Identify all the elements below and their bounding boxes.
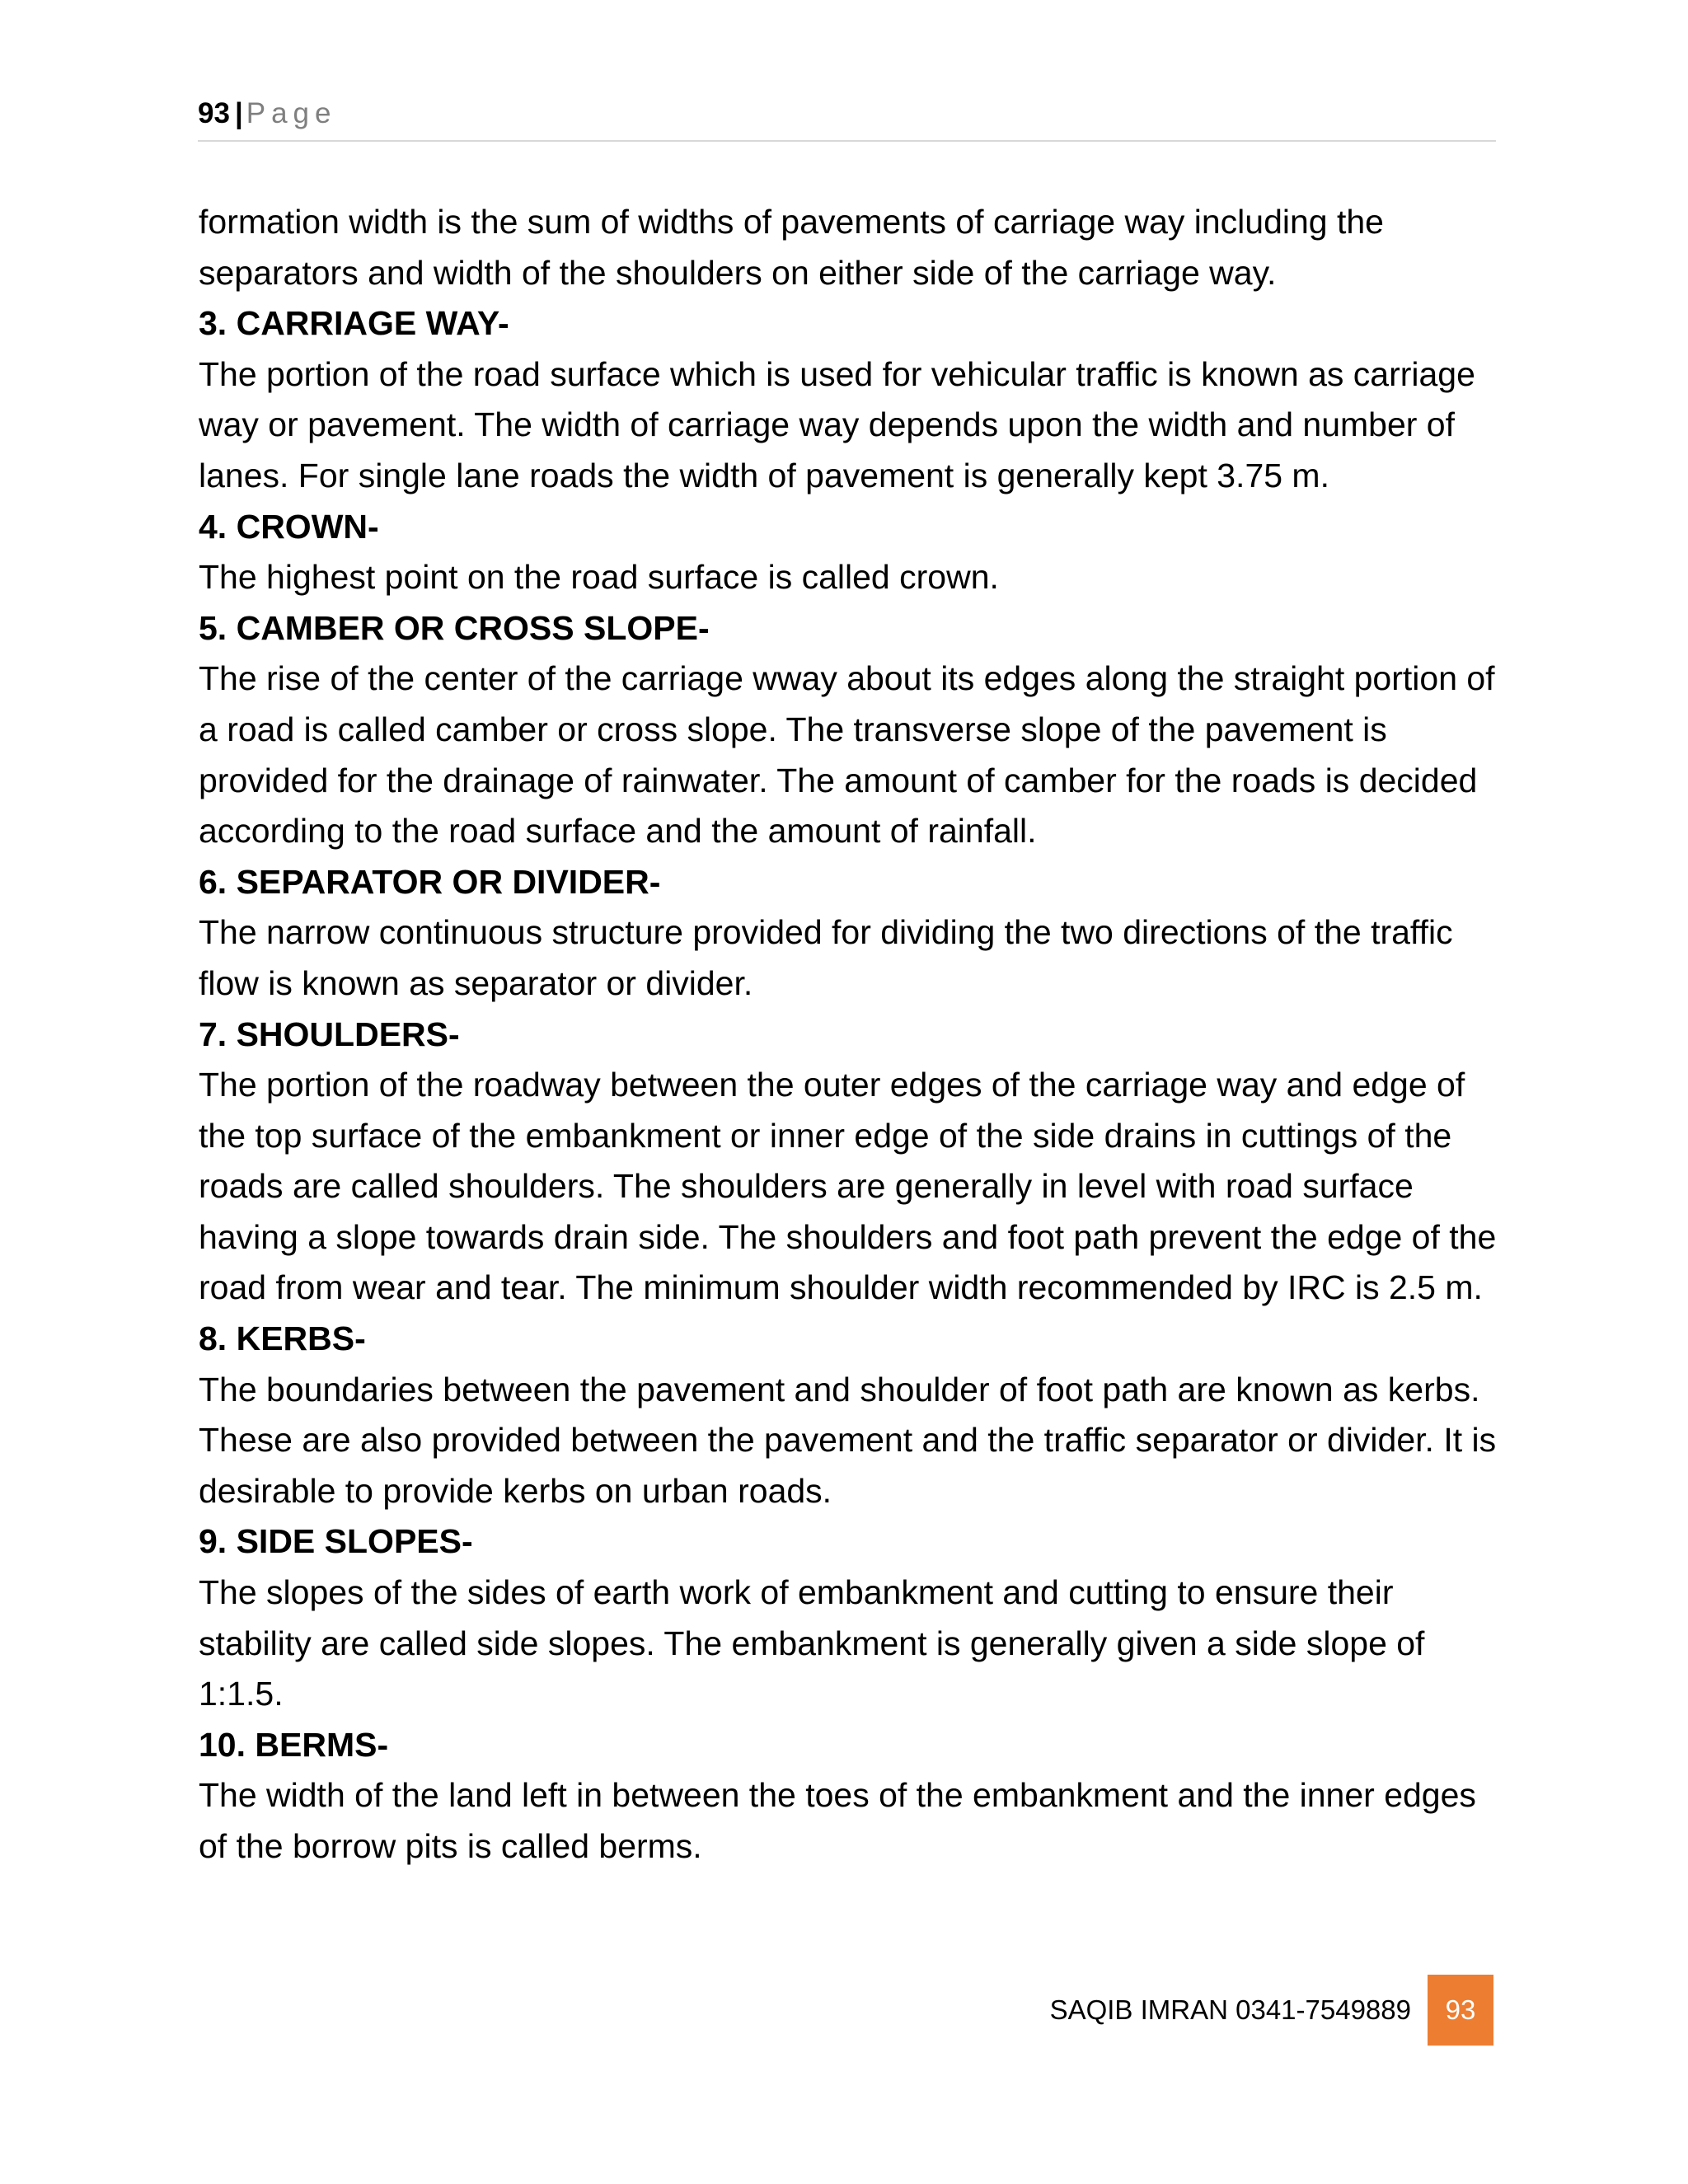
section-heading-kerbs: 8. KERBS- [199, 1319, 366, 1358]
section-heading-carriage-way: 3. CARRIAGE WAY- [199, 304, 509, 343]
footer-page-badge: 93 [1428, 1975, 1493, 2046]
section-body-berms: The width of the land left in between the toes of the embankment and the inner edges of the borrow pits is called berms. [199, 1776, 1476, 1865]
section-heading-camber: 5. CAMBER OR CROSS SLOPE- [199, 608, 710, 647]
section-body-kerbs: The boundaries between the pavement and shoulder of foot path are known as kerbs. These are also provided between the pavement and the traffic separator or divider. It is desirable to provide kerbs on urban roads. [199, 1370, 1497, 1510]
page-footer [1050, 1975, 1493, 2046]
footer-author: SAQIB IMRAN 0341-7549889 [1049, 1994, 1411, 2025]
section-heading-side-slopes: 9. SIDE SLOPES- [199, 1522, 473, 1561]
section-heading-berms: 10. BERMS- [199, 1725, 389, 1764]
page-content [199, 197, 1509, 1872]
header-page-number: 93 [198, 97, 230, 129]
section-body-separator: The narrow continuous structure provided for dividing the two directions of the traffic flow is known as separator or divider. [199, 913, 1453, 1002]
section-heading-separator: 6. SEPARATOR OR DIVIDER- [199, 862, 661, 901]
header-page-word: Page [246, 97, 337, 129]
intro-paragraph: formation width is the sum of widths of pavements of carriage way including the separators and width of the shoulders on either side of the carriage way. [199, 203, 1384, 292]
section-body-carriage-way: The portion of the road surface which is used for vehicular traffic is known as carriage way or pavement. The width of carriage way depends upon the width and number of lanes. For single lane roads the width of pavement is generally kept 3.75 m. [199, 354, 1475, 494]
section-body-crown: The highest point on the road surface is called crown. [199, 558, 999, 597]
section-heading-crown: 4. CROWN- [199, 507, 379, 546]
header-separator: | [234, 97, 243, 129]
section-heading-shoulders: 7. SHOULDERS- [199, 1015, 460, 1053]
section-body-shoulders: The portion of the roadway between the outer edges of the carriage way and edge of the top surface of the embankment or inner edge of the side drains in cuttings of the roads are called shoulders. The shoulders are generally in level with road surface having a slope towards drain side. The shoulders and foot path prevent the edge of the road from wear and tear. The minimum shoulder width recommended by IRC is 2.5 m. [199, 1066, 1497, 1307]
page-header [198, 97, 1496, 142]
section-body-side-slopes: The slopes of the sides of earth work of embankment and cutting to ensure their stability are called side slopes. The embankment is generally given a side slope of 1:1.5. [199, 1573, 1425, 1713]
section-body-camber: The rise of the center of the carriage wway about its edges along the straight portion of a road is called camber or cross slope. The transverse slope of the pavement is provided for the drainage of rainwater. The amount of camber for the roads is decided according to the road surface and the amount of rainfall. [199, 659, 1495, 851]
